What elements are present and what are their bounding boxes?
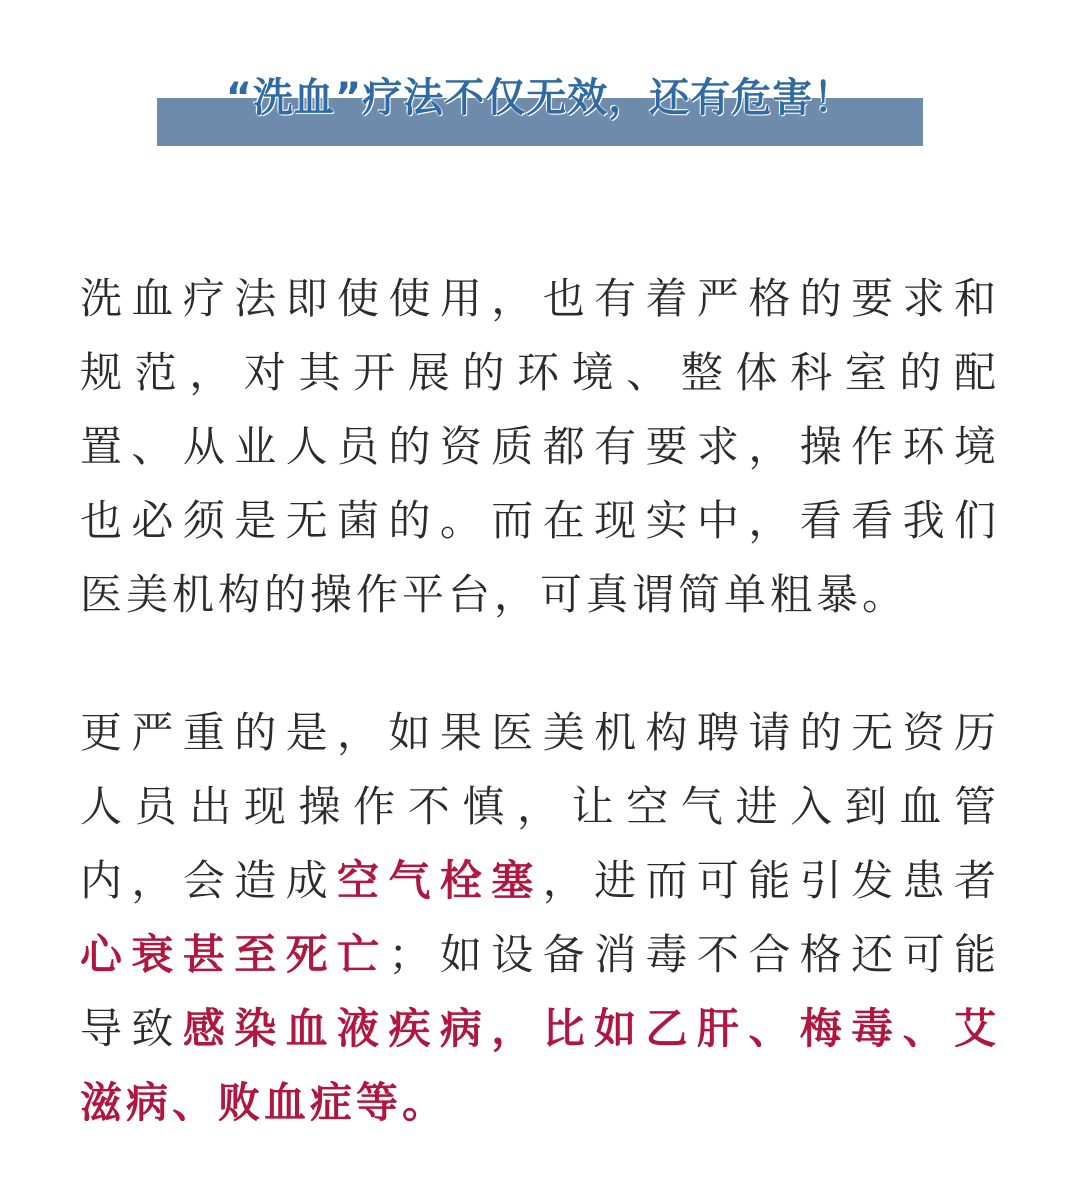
highlight-blood-disease: 感染血液疾病，比如乙肝、梅毒、艾 xyxy=(182,1004,1000,1053)
highlight-air-embolism: 空气栓塞 xyxy=(337,856,543,905)
paragraph-line: 规范，对其开展的环境、整体科室的配 xyxy=(80,348,1000,397)
paragraph-line: 洗血疗法即使使用，也有着严格的要求和 xyxy=(80,274,1000,323)
text-segment: ；如设备消毒不合格还可能 xyxy=(388,930,1000,979)
paragraph-line: 置、从业人员的资质都有要求，操作环境 xyxy=(80,422,1000,471)
section-title-banner xyxy=(157,62,923,148)
highlight-disease-list: 滋病、败血症等。 xyxy=(80,1078,449,1127)
highlight-heart-failure: 心衰甚至死亡 xyxy=(80,930,389,979)
section-title: “洗血”疗法不仅无效，还有危害！ xyxy=(225,75,855,121)
text-segment: 内，会造成 xyxy=(80,856,338,905)
paragraph-line: 也必须是无菌的。而在现实中，看看我们 xyxy=(80,496,1000,545)
paragraph-line: 医美机构的操作平台，可真谓简单粗暴。 xyxy=(80,570,909,619)
paragraph-line: 人员出现操作不慎，让空气进入到血管 xyxy=(80,782,1000,831)
paragraph-line: 更严重的是，如果医美机构聘请的无资历 xyxy=(80,708,1000,757)
paragraph-line xyxy=(80,992,1000,1066)
paragraph-line xyxy=(80,1066,1000,1140)
paragraph-1 xyxy=(80,262,1000,632)
paragraph-line xyxy=(80,918,1000,992)
paragraph-line xyxy=(80,844,1000,918)
paragraph-2 xyxy=(80,696,1000,1140)
text-segment: ，进而可能引发患者 xyxy=(542,856,1000,905)
text-segment: 导致 xyxy=(80,1004,183,1053)
